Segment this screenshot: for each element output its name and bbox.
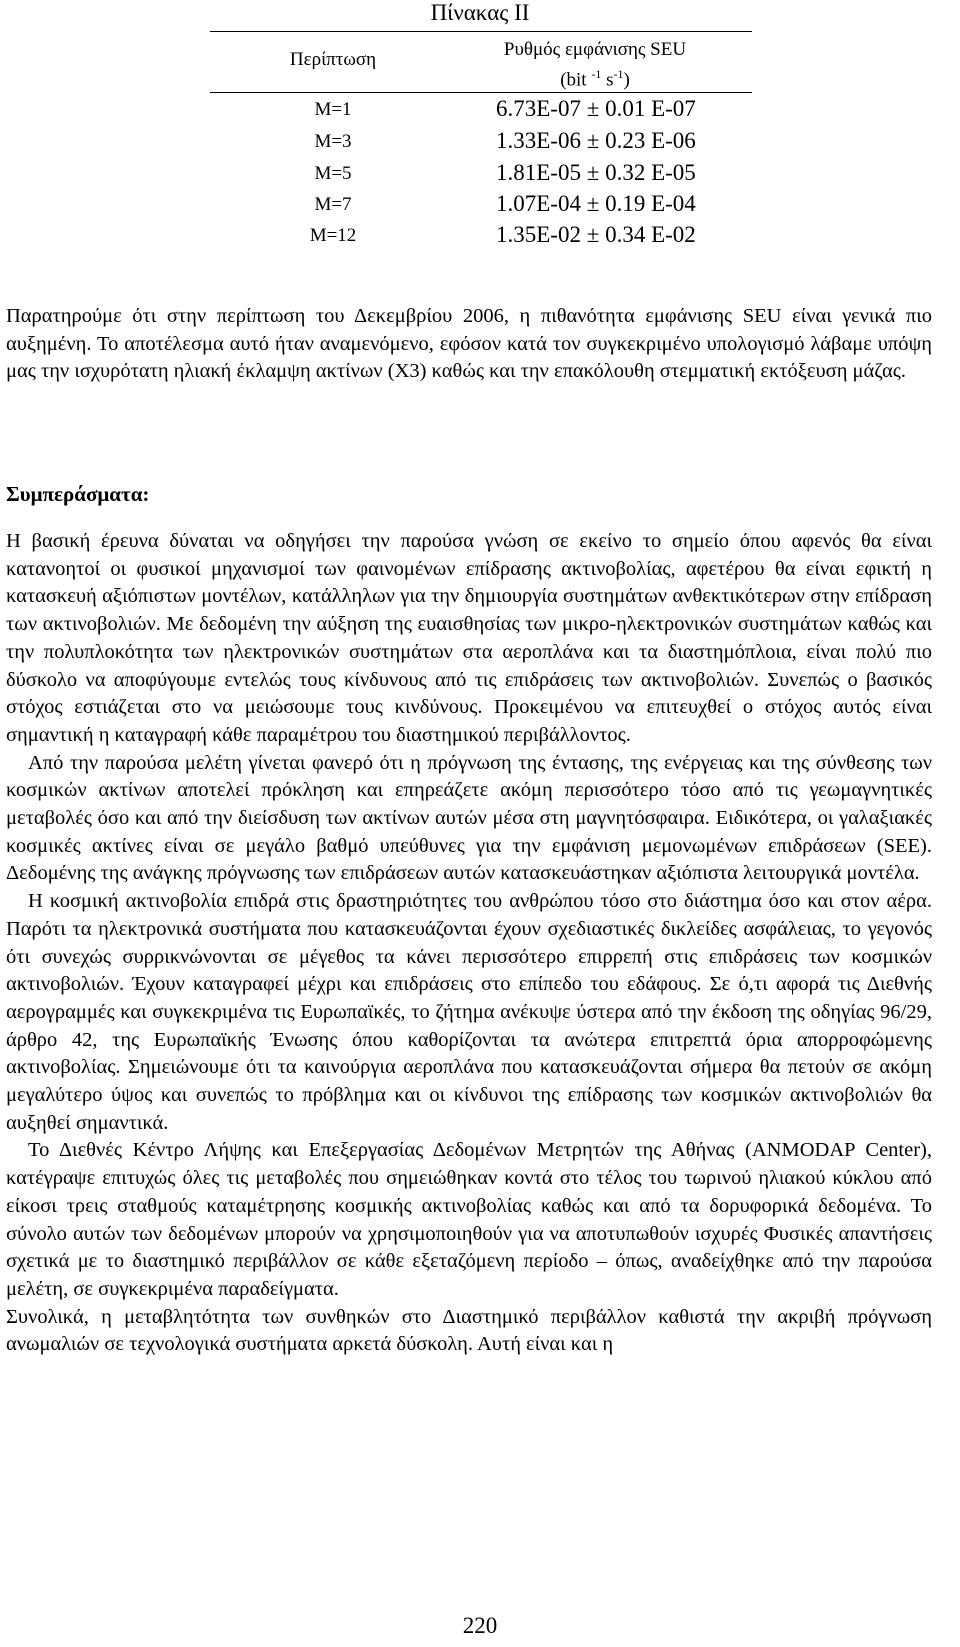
- unit-close: ): [623, 69, 630, 91]
- table-cell-case: M=3: [314, 131, 352, 152]
- table-row: [0, 96, 960, 129]
- page-number: 220: [462, 1613, 498, 1638]
- body-paragraph: Συνολικά, η μεταβλητότητα των συνθηκών στο Διαστημικό περιβάλλον καθιστά την ακριβή πρόγνωση ανωμαλιών σε τεχνολογικά συστήματα αρκετά δύσκολη. Αυτή είναι και η: [6, 1305, 932, 1356]
- unit-sup-1: -1: [591, 67, 602, 81]
- body-paragraph: Το Διεθνές Κέντρο Λήψης και Επεξεργασίας Δεδομένων Μετρητών της Αθήνας (ANMODAP Center), κατέγραψε επιτυχώς όλες τις μεταβολές που σημειώθηκαν κοντά στο τέλος του τωρινού ηλιακού κύκλου από είκοσι τρεις σταθμούς καταμέτρησης κοσμικής ακτινοβολίας καθώς και από τα δορυφορικά δεδομένα. Το σύνολο αυτών των δεδομένων μπορούν να χρησιμοποιηθούν για να αποτυπωθούν ισχυρές Φυσικές απαντήσεις σχετικά με το διαστημικό περιβάλλον σε κάθε εξεταζόμενη περίοδο – όπως, αναδείχθηκε από την παρούσα μελέτη, σε συγκεκριμένα παραδείγματα.: [6, 1139, 932, 1300]
- table-header-rate-label: Ρυθμός εμφάνισης SEU: [503, 39, 687, 60]
- table-cell-rate: 1.07E-04 ± 0.19 E-04: [496, 191, 696, 216]
- table-cell-rate: 1.35E-02 ± 0.34 E-02: [496, 222, 696, 247]
- table-header-rate: [480, 38, 710, 92]
- table-cell-case: M=7: [314, 194, 352, 215]
- table-cell-rate: 1.81E-05 ± 0.32 E-05: [496, 160, 696, 185]
- table-title: Πίνακας ΙΙ: [430, 0, 530, 25]
- table-row: [0, 191, 960, 224]
- conclusions-heading: Συμπεράσματα:: [6, 482, 150, 506]
- table-cell-rate: 1.33E-06 ± 0.23 E-06: [496, 128, 696, 153]
- table-header-rate-unit: [480, 62, 710, 92]
- conclusions-body: [6, 528, 932, 1359]
- unit-sup-2: -1: [613, 67, 624, 81]
- table-top-rule: [210, 31, 752, 32]
- table-header-case: Περίπτωση: [289, 49, 377, 70]
- body-paragraph: Η βασική έρευνα δύναται να οδηγήσει την παρούσα γνώση σε εκείνο το σημείο όπου αφενός θα είναι κατανοητοί οι φυσικοί μηχανισμοί των φαινομένων επίδρασης ακτινοβολίας, αφετέρου θα είναι εφικτή η κατασκευή αξιόπιστων μοντέλων, κατάλληλων για την δημιουργία συστημάτων ανθεκτικότερων στην επίδραση των ακτινοβολιών. Με δεδομένη την αύξηση της ευαισθησίας των μικρο-ηλεκτρονικών συστημάτων καθώς και την πολυπλοκότητα των ηλεκτρονικών συστημάτων στα αεροπλάνα και τα διαστημόπλοια, είναι πολύ πιο δύσκολο να αποφύγουμε εντελώς τους κίνδυνους από τις επιδράσεις των ακτινοβολιών. Συνεπώς ο βασικός στόχος εστιάζεται στο να μειώσουμε τους κινδύνους. Προκειμένου να επιτευχθεί ο στόχος αυτός είναι σημαντική η καταγραφή κάθε παραμέτρου του διαστημικού περιβάλλοντος.: [6, 530, 932, 746]
- intro-paragraph-block: [6, 303, 932, 386]
- table-row: [0, 128, 960, 161]
- unit-s: s: [606, 69, 614, 91]
- unit-bit: (bit: [560, 69, 587, 91]
- table-cell-rate: 6.73E-07 ± 0.01 E-07: [496, 96, 696, 121]
- table-cell-case: M=12: [309, 225, 357, 246]
- body-paragraph: Από την παρούσα μελέτη γίνεται φανερό ότι η πρόγνωση της έντασης, της ενέργειας και της σύνθεσης των κοσμικών ακτίνων αποτελεί πρόκληση και επηρεάζετε ακόμη περισσότερο τόσο από τις γεωμαγνητικές μεταβολές όσο και από την διείσδυση των ακτίνων αυτών μέσα στη μαγνητόσφαιρα. Ειδικότερα, οι γαλαξιακές κοσμικές ακτίνες είναι σε μεγάλο βαθμό υπεύθυνες για την εμφάνιση μεμονωμένων επιδράσεων (SEE). Δεδομένης της ανάγκης πρόγνωσης των επιδράσεων αυτών κατασκευάστηκαν αξιόπιστα λειτουργικά μοντέλα.: [6, 751, 932, 885]
- intro-paragraph: Παρατηρούμε ότι στην περίπτωση του Δεκεμβρίου 2006, η πιθανότητα εμφάνισης SEU είναι γενικά πιο αυξημένη. Το αποτέλεσμα αυτό ήταν αναμενόμενο, εφόσον κατά τον συγκεκριμένο υπολογισμό λάβαμε υπόψη μας την ισχυρότατη ηλιακή έκλαμψη ακτίνων (X3) καθώς και την επακόλουθη στεμματική εκτόξευση μάζας.: [6, 305, 932, 383]
- table-header-rule: [210, 92, 752, 93]
- body-paragraph: Η κοσμική ακτινοβολία επιδρά στις δραστηριότητες του ανθρώπου τόσο στο διάστημα όσο και στον αέρα. Παρότι τα ηλεκτρονικά συστήματα που κατασκευάζονται έχουν σχεδιαστικές δικλείδες ασφάλειας, το γεγονός ότι συνεχώς συρρικνώνονται σε μέγεθος τα κάνει περισσότερο επιρρεπή στις επιδράσεις των κοσμικών ακτινοβολιών. Έχουν καταγραφεί μέχρι και επιδράσεις στο επίπεδο του εδάφους. Σε ό,τι αφορά τις Διεθνής αερογραμμές και συγκεκριμένα τις Ευρωπαϊκές, το ζήτημα ανέκυψε ύστερα από την έκδοση της οδηγίας 96/29, άρθρο 42, της Ευρωπαϊκής Ένωσης όπου καθορίζονται τα ανώτερα επιτρεπτά όρια απορροφώμενης ακτινοβολίας. Σημειώνουμε ότι τα καινούργια αεροπλάνα που κατασκευάζονται σήμερα θα πετούν σε ακόμη μεγαλύτερο ύψος και συνεπώς το πρόβλημα και οι κίνδυνοι της επίδρασης των κοσμικών ακτινοβολιών θα αυξηθεί σημαντικά.: [6, 890, 932, 1134]
- table-cell-case: M=5: [314, 163, 352, 184]
- table-cell-case: M=1: [314, 99, 352, 120]
- table-row: [0, 160, 960, 193]
- table-row: [0, 222, 960, 255]
